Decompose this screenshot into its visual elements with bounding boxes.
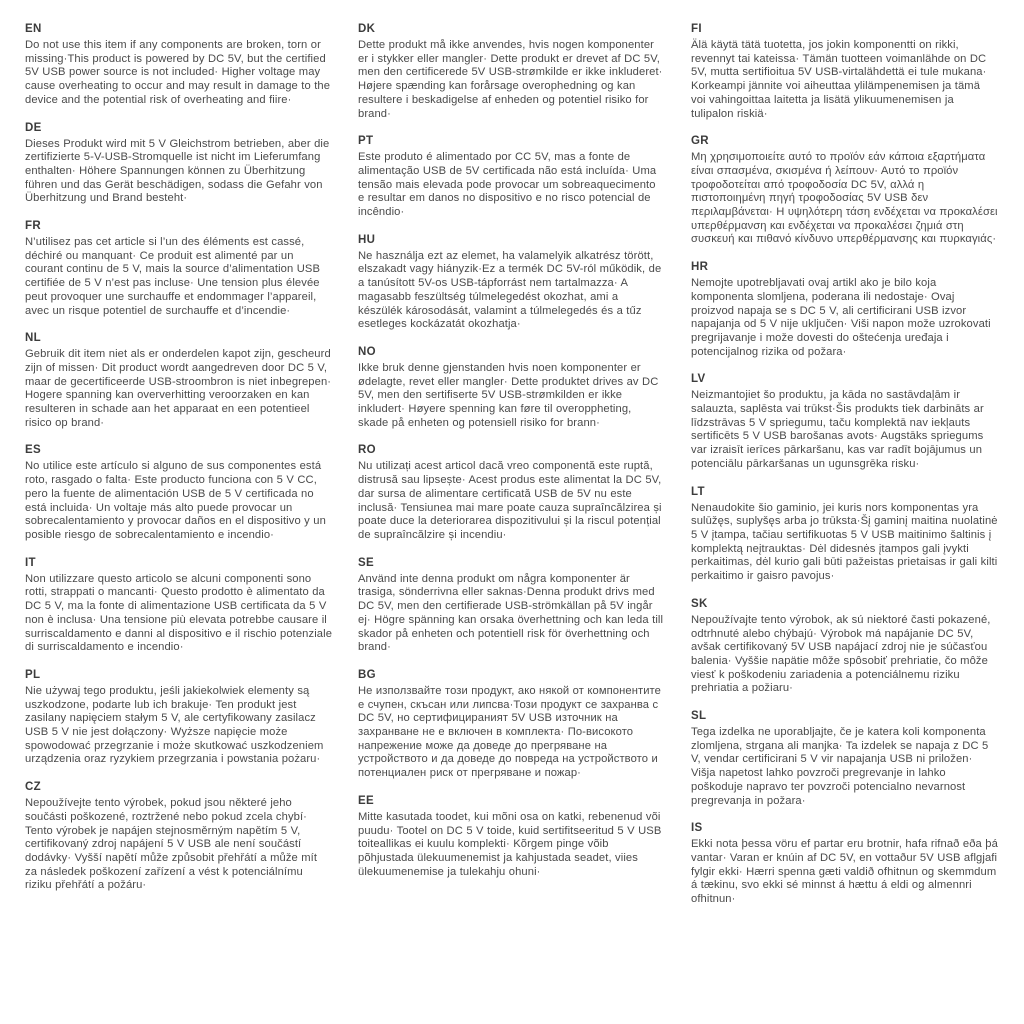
language-section [25,556,332,655]
language-section [691,485,998,584]
language-code: HU [358,233,376,246]
warning-text: Este produto é alimentado por CC 5V, mas a fonte de alimentação USB de 5V certificada não está incluída· Uma tensão mais elevada pode provocar um sobreaquecimento e resultar em danos no dispositivo e no risco potencial de incêndio· [358,151,657,219]
language-section [358,22,665,121]
language-code: IS [691,822,703,835]
warning-text: Ekki nota þessa vöru ef partar eru brotnir, hafa rifnað eða þá vantar· Varan er knúin af DC 5V, en vottaður 5V USB aflgjafi fylgir ekki· Hærri spenna gæti valdið ofhitnun og skemmdum á tækinu, svo ekki sé minnst á hættu á eldi og almennri ofhitnun· [691,838,998,906]
language-code: FR [25,220,41,233]
warning-text: Nepoužívejte tento výrobek, pokud jsou některé jeho součásti poškozené, roztržené nebo pokud zcela chybí· Tento výrobek je napájen stejnosměrným napětím 5 V, certifikovaný zdroj napájení 5 V USB ale není součástí dodávky· Vyšší napětí může způsobit přehřátí a může mít za následek poškození zařízení a vést k potenciálnímu riziku přehřátí a požáru· [25,797,318,892]
warning-text: Gebruik dit item niet als er onderdelen kapot zijn, gescheurd zijn of missen· Dit product wordt aangedreven door DC 5 V, maar de gecertificeerde USB-stroombron is niet inbegrepen· Hogere spanning kan oververhitting veroorzaken en kan resulteren in schade aan het apparaat en een potentieel risico op brand· [25,348,332,429]
warning-text: Älä käytä tätä tuotetta, jos jokin komponentti on rikki, revennyt tai kateissa· Tämän tuotteen voimanlähde on DC 5V, mutta sertifioitua 5V USB-virtalähdettä ei tule mukana· Korkeampi jännite voi aiheuttaa ylilämpenemisen ja tämä voi vahingoittaa laitetta ja lisätä ylikuumenemisen ja tulipalon riskiä· [691,39,987,120]
language-section [25,22,332,108]
language-code: PT [358,135,374,148]
warning-text: No utilice este artículo si alguno de sus componentes está roto, rasgado o falta· Este producto funciona con 5 V CC, pero la fuente de alimentación USB de 5 V certificada no está incluida· Un voltaje más alto puede provocar un sobrecalentamiento y provocar daños en el dispositivo y un posible riesgo de sobrecalentamiento e incendio· [25,460,326,541]
warning-text: Mitte kasutada toodet, kui mõni osa on katki, rebenenud või puudu· Tootel on DC 5 V toide, kuid sertifitseeritud 5 V USB toiteallikas ei kuulu komplekti· Kõrgem pinge võib põhjustada ülekuumenemist ja kahjustada seadet, viies ülekuumenemise ja tulekahju ohuni· [358,810,662,878]
language-section [358,794,665,880]
language-code: SL [691,710,707,723]
column [25,22,332,1014]
warning-text: Nenaudokite šio gaminio, jei kuris nors komponentas yra sulūžęs, suplyšęs arba jo trūksta·Šį gaminį maitina nuolatinė 5 V įtampa, tačiau sertifikuotas 5 V USB maitinimo šaltinis į komplektą neįtrauktas· Dėl didesnės įtampos gali įvykti perkaitimas, dėl kurio gali būti pažeistas prietaisas ir gali kilti perkaitimo ir gaisro pavojus· [691,501,998,583]
language-section [691,260,998,359]
language-section [358,443,665,542]
language-section [25,331,332,430]
warning-text: Dette produkt må ikke anvendes, hvis nogen komponenter er i stykker eller mangler· Dette produkt er drevet af DC 5V, men den certificerede 5V USB-strømkilde er ikke inkluderet· Højere spænding kan forårsage overophedning og kan resultere i beskadigelse af enheden og potentiel risiko for brand· [358,39,663,120]
warning-text: Dieses Produkt wird mit 5 V Gleichstrom betrieben, aber die zertifizierte 5-V-USB-Stromquelle ist nicht im Lieferumfang enthalten· Höhere Spannungen können zu Überhitzung führen und das Gerät beschädigen, sodass die Gefahr von Überhitzung und Brand besteht· [25,137,330,205]
language-code: FI [691,23,702,35]
language-section [691,22,998,121]
language-code: EN [25,23,42,35]
language-section [691,821,998,907]
language-code: ES [25,444,41,457]
warning-text: Не използвайте този продукт, ако някой от компонентите е счупен, скъсан или липсва·Този продукт се захранва с DC 5V, но сертифицираният 5V USB източник на захранване не е включен в комплекта· По-високото напрежение може да доведе до прегряване на устройството и да доведе до повреда на устройството и потенциален риск от прегряване и пожар· [358,684,661,780]
language-section [25,121,332,207]
warning-text: Använd inte denna produkt om några komponenter är trasiga, sönderrivna eller saknas·Denna produkt drivs med DC 5V, men den certifierade USB-strömkällan på 5V ingår ej· Högre spänning kan orsaka överhettning och kan leda till skador på enheten och potentiell risk för överhettning och brand· [358,572,664,654]
language-section [691,134,998,247]
language-code: NO [358,345,376,358]
language-code: GR [691,135,709,148]
column [691,22,998,1014]
language-section [358,556,665,655]
warning-text: Nemojte upotrebljavati ovaj artikl ako je bilo koja komponenta slomljena, poderana ili nedostaje· Ovaj proizvod napaja se s DC 5 V, ali certificirani USB izvor napajanja od 5 V nije uključen· Viši napon može uzrokovati pregrijavanje i može dovesti do oštećenja uređaja i potencijalnog rizika od požara· [691,277,991,358]
language-code: SK [691,597,708,610]
language-section [691,372,998,471]
language-code: IT [25,556,36,569]
warning-text: Do not use this item if any components are broken, torn or missing·This product is powered by DC 5V, but the certified 5V USB power source is not included· Higher voltage may cause overheating to occur and may result in damage to the device and the potential risk of overheating and fiire· [25,39,331,106]
language-code: LT [691,485,705,498]
warning-text: Ikke bruk denne gjenstanden hvis noen komponenter er ødelagte, revet eller mangler· Dette produktet drives av DC 5V, men den sertifiserte 5V USB-strømkilden er ikke inkludert· Høyere spenning kan føre til overoppheting, skade på enheten og potensiell risiko for brann· [358,361,659,429]
language-code: BG [358,668,376,681]
warning-text: N’utilisez pas cet article si l’un des éléments est cassé, déchiré ou manquant· Ce produit est alimenté par un courant continu de 5 V, mais la source d’alimentation USB certifiée de 5 V n’est pas incluse· Une tension plus élevée peut provoquer une surchauffe et endommager l’appareil, avec un risque potentiel de surchauffe et d’incendie· [25,236,321,317]
language-section [25,219,332,318]
language-code: LV [691,373,706,386]
warning-text: Ne használja ezt az elemet, ha valamelyik alkatrész törött, elszakadt vagy hiányzik·Ez a termék DC 5V-ról működik, de a tanúsított 5V-os USB-tápforrást nem tartalmazza· A magasabb feszültség túlmelegedést okozhat, ami a készülék károsodását, valamint a túlmelegedés és a tűz esetleges kockázatát okozhatja· [358,249,662,331]
warning-text: Non utilizzare questo articolo se alcuni componenti sono rotti, strappati o mancanti· Questo prodotto è alimentato da DC 5 V, ma la fonte di alimentazione USB certificata da 5 V non è inclusa· Una tensione più elevata potrebbe causare il surriscaldamento e danni al dispositivo e il rischio potenziale di surriscaldamento e incendio· [25,572,333,654]
language-code: NL [25,332,41,345]
language-section [358,134,665,220]
language-section [25,443,332,542]
language-section [358,345,665,431]
language-code: EE [358,794,374,807]
language-code: DE [25,121,42,134]
language-code: HR [691,261,709,274]
language-code: RO [358,444,376,457]
language-section [358,233,665,332]
language-code: DK [358,23,376,35]
language-section [358,668,665,781]
language-code: PL [25,668,41,681]
language-code: CZ [25,781,41,794]
language-section [25,668,332,767]
warning-text: Μη χρησιμοποιείτε αυτό το προϊόν εάν κάποια εξαρτήματα είναι σπασμένα, σκισμένα ή λείπουν· Αυτό το προϊόν τροφοδοτείται από τροφοδοσία DC 5V, αλλά η πιστοποιημένη πηγή τροφοδοσίας 5V USB δεν περιλαμβάνεται· Η υψηλότερη τάση ενδέχεται να προκαλέσει υπερθέρμανση και ενδέχεται να προκαλέσει ζημιά στη συσκευή και πιθανό κίνδυνο υπερθέρμανσης και πυρκαγιάς· [691,151,998,246]
warning-text: Nu utilizați acest articol dacă vreo componentă este ruptă, distrusă sau lipsește· Acest produs este alimentat la DC 5V, dar sursa de alimentare certificată USB de 5V nu este inclusă· Tensiunea mai mare poate cauza supraîncălzirea și poate duce la deteriorarea dispozitivului și la riscul potențial de supraîncălzire și incendiu· [358,460,662,541]
warning-text: Tega izdelka ne uporabljajte, če je katera koli komponenta zlomljena, strgana ali manjka· Ta izdelek se napaja z DC 5 V, vendar certificirani 5 V vir napajanja USB ni priložen· Višja napetost lahko povzroči pregrevanje in lahko poškoduje napravo ter povzroči potencialno nevarnost pregrevanja in požara· [691,726,989,807]
language-code: SE [358,556,374,569]
language-section [25,780,332,893]
warning-text: Nepoužívajte tento výrobok, ak sú niektoré časti pokazené, odtrhnuté alebo chýbajú· Výrobok má napájanie DC 5V, avšak certifikovaný 5V USB napájací zdroj nie je súčasťou balenia· Vyššie napätie môže spôsobiť prehriatie, čo môže viesť k poškodeniu zariadenia a potenciálnemu riziku prehriatia a požiaru· [691,613,991,695]
column [358,22,665,1014]
language-section [691,597,998,696]
warning-text: Nie używaj tego produktu, jeśli jakiekolwiek elementy są uszkodzone, podarte lub ich brakuje· Ten produkt jest zasilany napięciem stałym 5 V, ale certyfikowany zasilacz USB 5 V nie jest dołączony· Wyższe napięcie może spowodować przegrzanie i może skutkować uszkodzeniem urządzenia oraz ryzykiem przegrzania i powstania pożaru· [25,684,324,766]
language-section [691,709,998,808]
warning-text: Neizmantojiet šo produktu, ja kāda no sastāvdaļām ir salauzta, saplēsta vai trūkst·Šis produkts tiek darbināts ar līdzstrāvas 5 V spriegumu, taču komplektā nav iekļauts sertificēts 5 V USB barošanas avots· Augstāks spriegums var izraisīt ierīces pārkaršanu, kas var radīt bojājumus un potenciālu pārkaršanas un ugunsgrēka risku· [691,389,984,470]
